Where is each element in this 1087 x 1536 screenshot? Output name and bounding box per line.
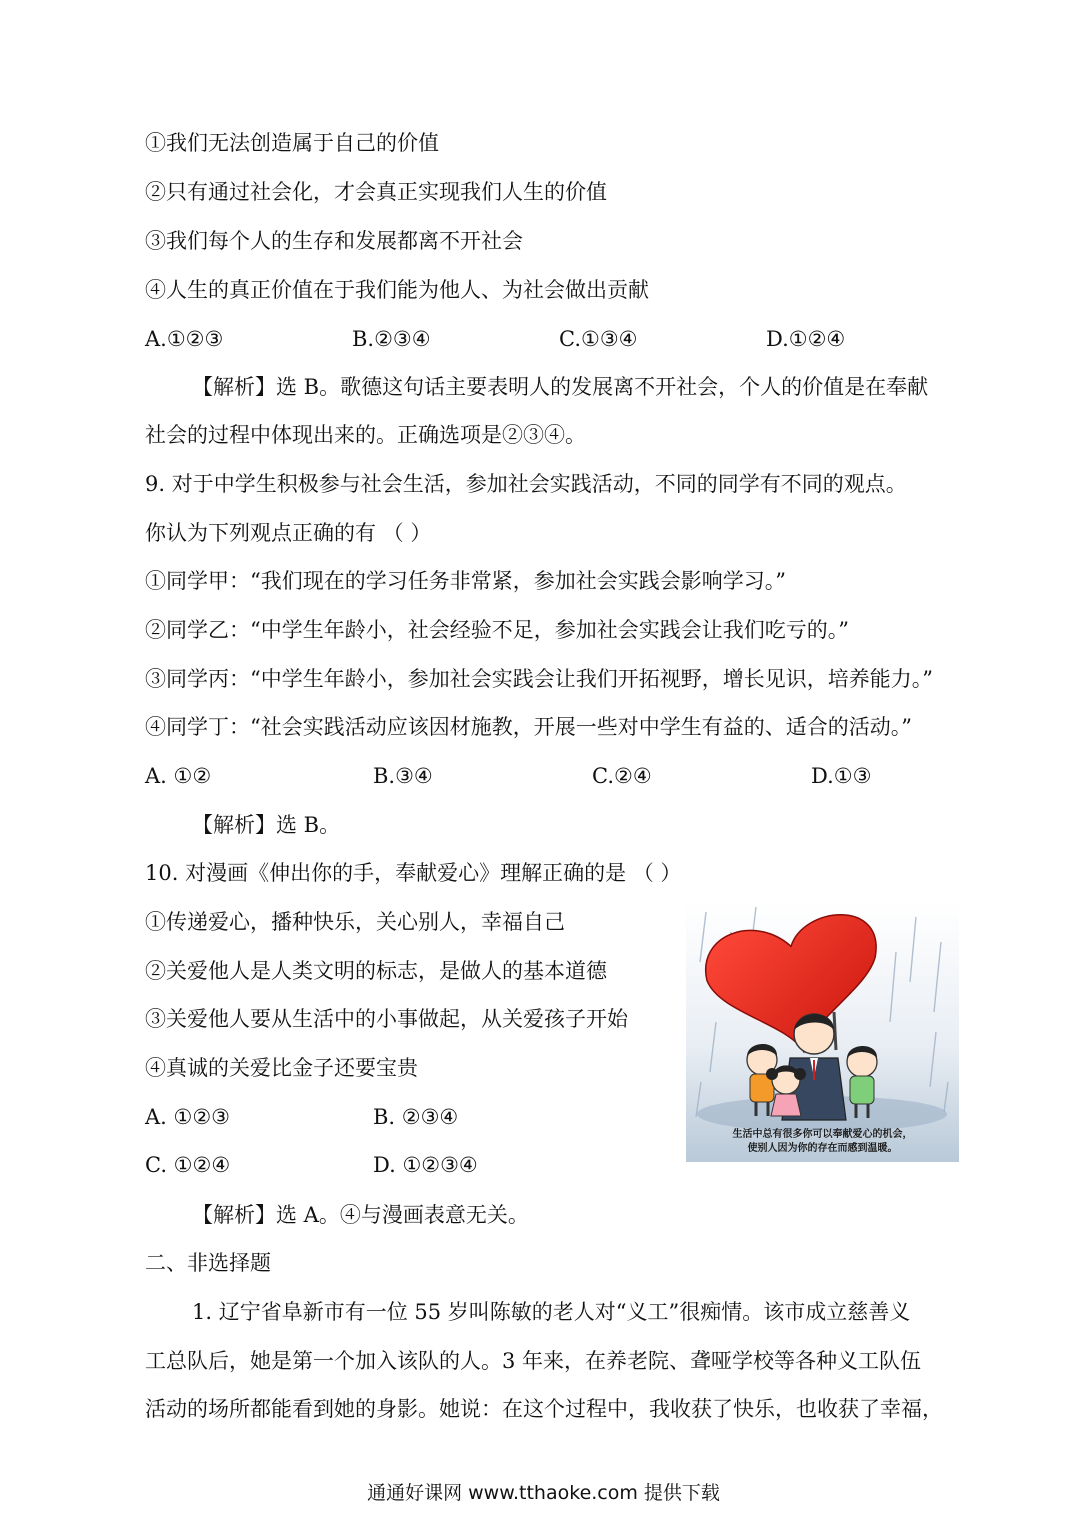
q10-analysis: 【解析】选 A。④与漫画表意无关。 <box>192 1203 529 1227</box>
q10-statement-1: ①传递爱心，播种快乐，关心别人，幸福自己 <box>145 910 565 934</box>
q9-statement-3: ③同学丙：“中学生年龄小，参加社会实践会让我们开拓视野，增长见识，培养能力。” <box>145 667 933 691</box>
q10-option-b: B. ②③④ <box>373 1105 459 1129</box>
q9-statement-2: ②同学乙：“中学生年龄小，社会经验不足，参加社会实践会让我们吃亏的。” <box>145 618 849 642</box>
q9-option-d: D.①③ <box>811 764 872 788</box>
q9-statement-4: ④同学丁：“社会实践活动应该因材施教，开展一些对中学生有益的、适合的活动。” <box>145 715 912 739</box>
q10-option-a: A. ①②③ <box>145 1105 230 1129</box>
q9-statement-1: ①同学甲：“我们现在的学习任务非常紧，参加社会实践会影响学习。” <box>145 569 786 593</box>
q8-statement-1: ①我们无法创造属于自己的价值 <box>145 131 439 155</box>
cartoon-caption <box>686 1128 959 1156</box>
q9-option-c: C.②④ <box>592 764 652 788</box>
cartoon-illustration <box>686 902 959 1162</box>
q8-option-c: C.①③④ <box>559 327 638 351</box>
q9-option-a: A. ①② <box>145 764 212 788</box>
cartoon-caption-line-1: 生活中总有很多你可以奉献爱心的机会， <box>732 1129 913 1140</box>
cartoon-drawing <box>686 902 959 1162</box>
q8-analysis-line-2: 社会的过程中体现出来的。正确选项是②③④。 <box>145 423 586 447</box>
q8-analysis-line-1: 【解析】选 B。歌德这句话主要表明人的发展离不开社会，个人的价值是在奉献 <box>192 375 929 399</box>
q8-statement-4: ④人生的真正价值在于我们能为他人、为社会做出贡献 <box>145 278 649 302</box>
page-footer: 通通好课网 www.tthaoke.com 提供下载 <box>367 1482 720 1504</box>
section2-paragraph-line-1: 1. 辽宁省阜新市有一位 55 岁叫陈敏的老人对“义工”很痴情。该市成立慈善义 <box>192 1300 911 1324</box>
q8-option-a: A.①②③ <box>145 327 224 351</box>
q10-option-d: D. ①②③④ <box>373 1153 478 1177</box>
q9-option-b: B.③④ <box>373 764 433 788</box>
q10-statement-3: ③关爱他人要从生活中的小事做起，从关爱孩子开始 <box>145 1007 628 1031</box>
section2-paragraph-line-3: 活动的场所都能看到她的身影。她说：在这个过程中，我收获了快乐，也收获了幸福， <box>145 1397 943 1421</box>
section-heading: 二、非选择题 <box>145 1251 271 1275</box>
q8-statement-3: ③我们每个人的生存和发展都离不开社会 <box>145 229 523 253</box>
q10-option-c: C. ①②④ <box>145 1153 231 1177</box>
q8-option-d: D.①②④ <box>766 327 846 351</box>
q9-analysis: 【解析】选 B。 <box>192 813 341 837</box>
q9-stem-line-1: 9. 对于中学生积极参与社会生活，参加社会实践活动，不同的同学有不同的观点。 <box>145 472 907 496</box>
q8-statement-2: ②只有通过社会化，才会真正实现我们人生的价值 <box>145 180 607 204</box>
q10-statement-2: ②关爱他人是人类文明的标志，是做人的基本道德 <box>145 959 607 983</box>
q9-stem-line-2: 你认为下列观点正确的有 （ ） <box>145 521 432 545</box>
q10-statement-4: ④真诚的关爱比金子还要宝贵 <box>145 1056 418 1080</box>
q8-option-b: B.②③④ <box>352 327 431 351</box>
q10-stem: 10. 对漫画《伸出你的手，奉献爱心》理解正确的是 （ ） <box>145 861 682 885</box>
cartoon-caption-line-2: 使别人因为你的存在而感到温暖。 <box>747 1143 898 1154</box>
section2-paragraph-line-2: 工总队后，她是第一个加入该队的人。3 年来，在养老院、聋哑学校等各种义工队伍 <box>145 1349 922 1373</box>
